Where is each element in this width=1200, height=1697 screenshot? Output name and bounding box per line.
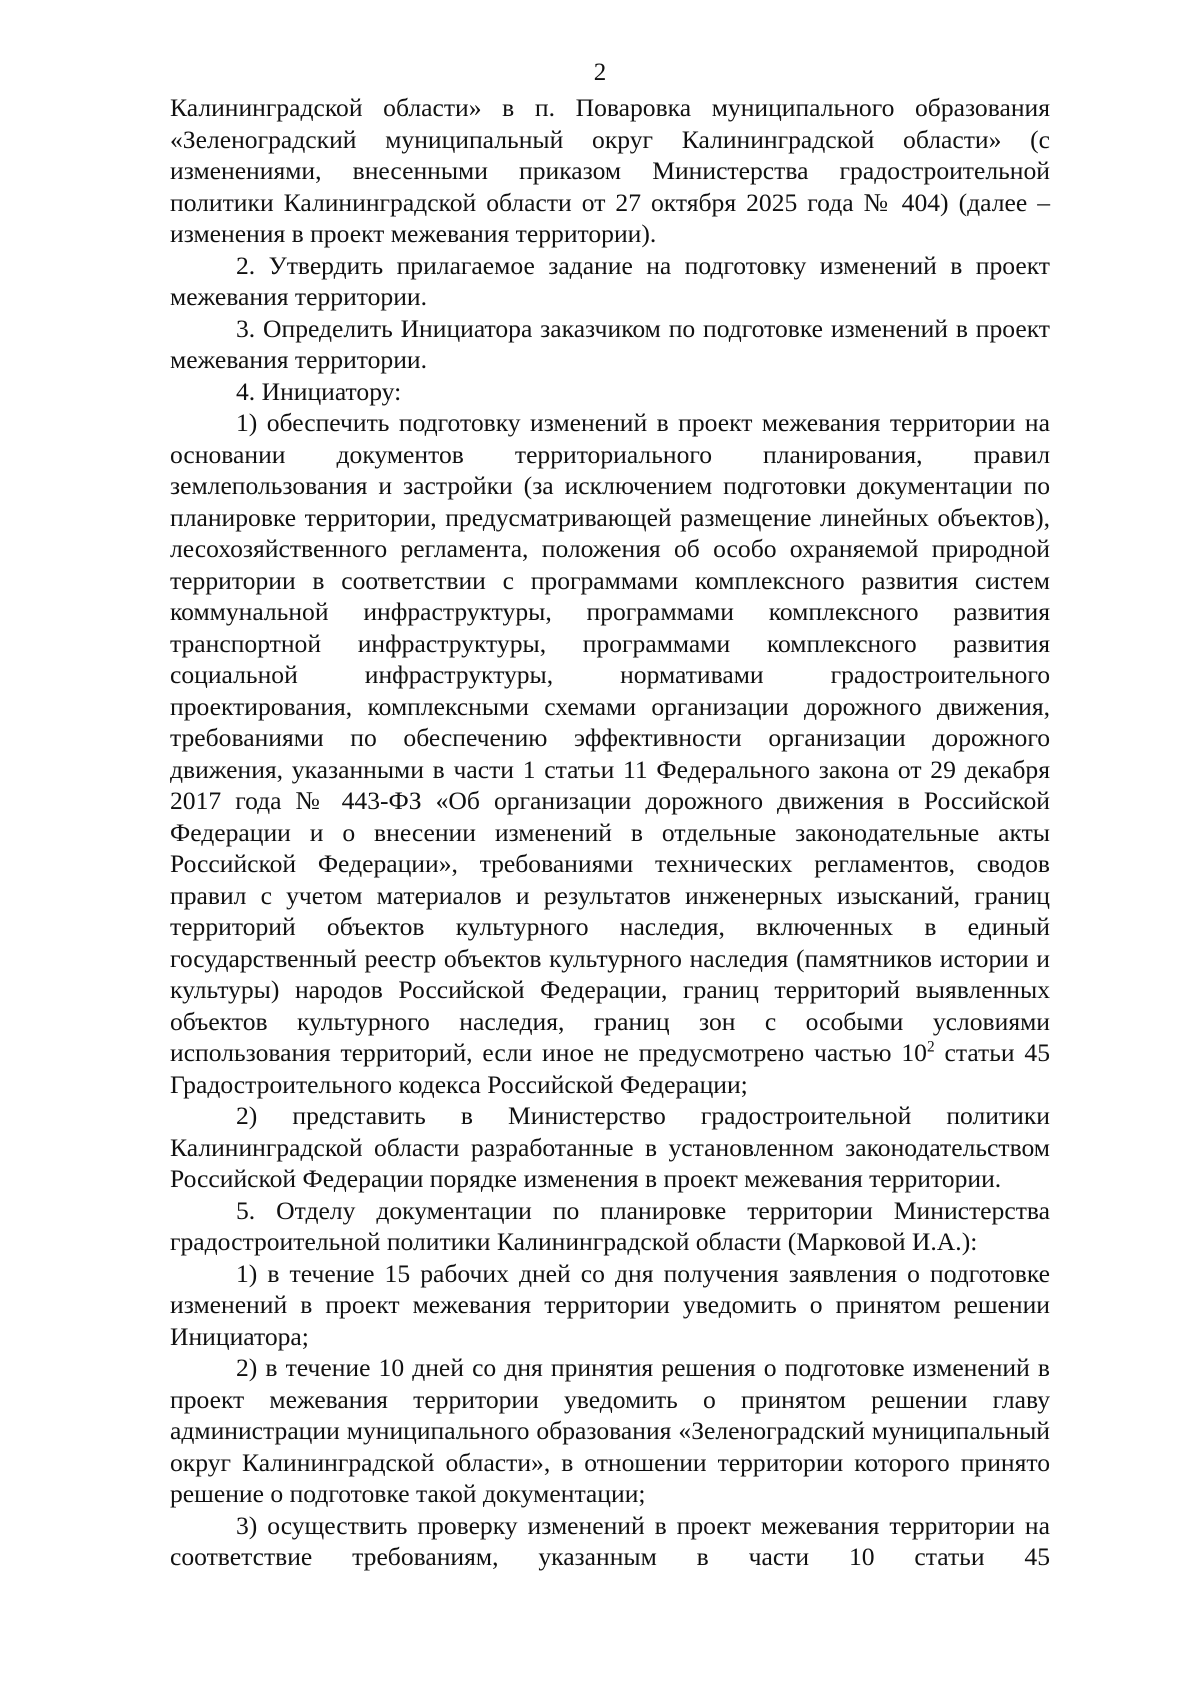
- paragraph-item-4-1: [170, 407, 1050, 1100]
- paragraph-item-5: 5. Отделу документации по планировке территории Министерства градостроительной политики Калининградской области (Марковой И.А.):: [170, 1195, 1050, 1256]
- paragraph-item-5-3: 3) осуществить проверку изменений в проект межевания территории на соответствие требованиям, указанным в части 10 статьи 45: [170, 1510, 1050, 1571]
- paragraph-item-4: 4. Инициатору:: [236, 376, 402, 406]
- page-number: 2: [593, 59, 607, 86]
- paragraph-item-5-1: 1) в течение 15 рабочих дней со дня получения заявления о подготовке изменений в проект межевания территории уведомить о принятом решении Инициатора;: [170, 1258, 1050, 1351]
- paragraph-item-4-1-tail: статьи 45 Градостроительного кодекса Российской Федерации;: [170, 1038, 1050, 1099]
- paragraph-item-4-1-text: 1) обеспечить подготовку изменений в проект межевания территории на основании документов территориального планирования, правил землепользования и застройки (за исключением подготовки документации по планировке территории, предусматривающей размещение линейных объектов), лесохозяйственного регламента, положения об особо охраняемой природной территории в соответствии с программами комплексного развития систем коммунальной инфраструктуры, программами комплексного развития транспортной инфраструктуры, программами комплексного развития социальной инфраструктуры, нормативами градостроительного проектирования, комплексными схемами организации дорожного движения, требованиями по обеспечению эффективности организации дорожного движения, указанными в части 1 статьи 11 Федерального закона от 29 декабря 2017 года № 443-ФЗ «Об организации дорожного движения в Российской Федерации и о внесении изменений в отдельные законодательные акты Российской Федерации», требованиями технических регламентов, сводов правил с учетом материалов и результатов инженерных изысканий, границ территорий объектов культурного наследия, включенных в единый государственный реестр объектов культурного наследия (памятников истории и культуры) народов Российской Федерации, границ территорий выявленных объектов культурного наследия, границ зон с особыми условиями использования территорий, если иное не предусмотрено частью 10: [170, 408, 1050, 1067]
- paragraph-intro: Калининградской области» в п. Поваровка муниципального образования «Зеленоградский муниципальный округ Калининградской области» (с изменениями, внесенными приказом Министерства градостроительной политики Калининградской области от 27 октября 2025 года № 404) (далее – изменения в проект межевания территории).: [170, 93, 1050, 248]
- paragraph-item-2: 2. Утвердить прилагаемое задание на подготовку изменений в проект межевания территории.: [170, 250, 1050, 311]
- paragraph-item-3: 3. Определить Инициатора заказчиком по подготовке изменений в проект межевания территории.: [170, 313, 1050, 374]
- superscript-index: 2: [926, 1038, 935, 1056]
- document-body: [170, 92, 1050, 1573]
- paragraph-item-5-2: 2) в течение 10 дней со дня принятия решения о подготовке изменений в проект межевания территории уведомить о принятом решении главу администрации муниципального образования «Зеленоградский муниципальный округ Калининградской области», в отношении территории которого принято решение о подготовке такой документации;: [170, 1353, 1050, 1508]
- paragraph-item-4-2: 2) представить в Министерство градостроительной политики Калининградской области разработанные в установленном законодательством Российской Федерации порядке изменения в проект межевания территории.: [170, 1101, 1050, 1193]
